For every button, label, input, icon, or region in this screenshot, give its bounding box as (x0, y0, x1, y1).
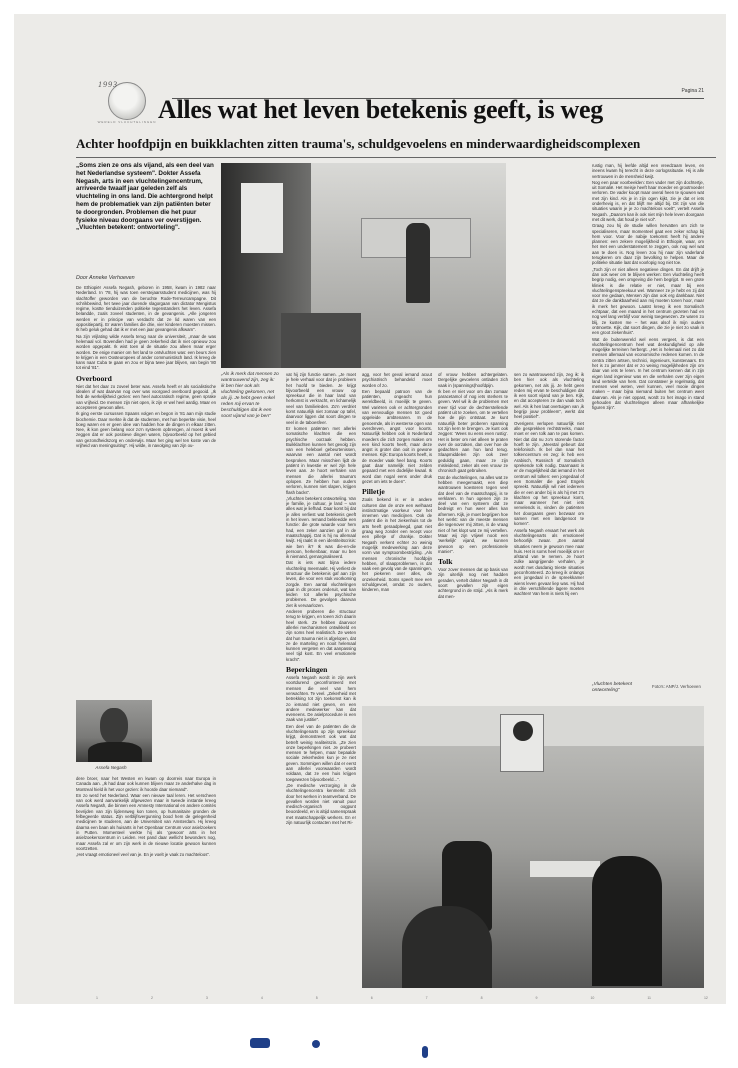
subheading: Pilletje (362, 487, 385, 497)
paragraph: De Ethiopiër Assefa Negash, geboren in 1958, kwam in 1982 naar Nederland. In '78, hij was toen eerstejaarsstudent medicijnen, was hij slachtoffer geworden van de beruchte Rode-Terreurcampagne. Dit schrikbewind, het twee jaar durende slagorgaan van dictator Mengistus regime, kostte tienduizenden politieke tegenstanders het leven. Assefa belandde, zoals zoveel studenten, in de gevangenis. „Alle jongeren werden er in principe van verdacht dat ze lid waren van een oppositiepartij. Er waren families die drie, vier kinderen moesten missen. Ik heb geluk gehad dat ik er met een jaar gevangenis afkwam". (76, 285, 216, 333)
subheadline: Achter hoofdpijn en buikklachten zitten trauma's, schuldgevoelens en minderwaardigheidscomplexen (76, 136, 641, 151)
subheading: Beperkingen (286, 665, 328, 675)
paragraph: Graag zou hij de studie willen hervatten om zich te specialiseren, maar momenteel gaat een zeker schap bij hem voor. Voor de nabije toekomst heeft hij andere plannen: een zekere mogelijkheid in Ethiopië, waar, om het met een understatement te zeggen, ook nog wel wat aan te doen is. Nog leven zou hij naar zijn vaderland terugkeren om daar zijn bevolking te helpen. Maar de politieke situatie laat dat voorlopig nog niet toe. (592, 223, 704, 266)
ruler-tick: 3 (205, 996, 208, 1000)
ruler-tick: 8 (480, 996, 483, 1000)
ruler-tick: 4 (260, 996, 263, 1000)
paragraph: dere broer, naar het Westen en kwam op doorreis naar Europa in Canada aan. „Ik had daar ook kunnen blijven maar ze anderhalve dag in Montreal hield ik het voor gezien: ik hoorde daar niemand". (76, 776, 216, 792)
portrait-photo (76, 700, 152, 762)
article-column-5 (514, 372, 584, 702)
paragraph: „Vluchten betekent ontworteling. Van je familie, je cultuur, je land – van alles wat je liefhad. Daar komt bij dat je alles verliest wat betekenis geeft in het leven. Iemand bekleedde een functie: die grote waarde voor hem had, een zeker aanzien gaf in de maatschappij. Dat is hij nu allemaal kwijt. Hij raakt in een identiteitscrisis: wie ben ik? Ik was die-en-die persoon, herkenbaar, maar nu ben ik niemand, gemarginaliseerd. (286, 495, 356, 560)
poster-figure-shape (513, 721, 533, 741)
paragraph: Anderen proberen die structuur terug te krijgen, en toeen zich daarin heel sterk. Ze hebben daarvoor allerlei mechanismen ontwikkeld en zijn soms heel realistisch. Ze weten dat hun trauma niet is afgelopen, dat ze de marteling en nooit helemaal kunnen vergeten en dat aanpassing veel tijd kost. En veel emotionele kracht". (286, 609, 356, 662)
page-number: Pagina 21 (681, 88, 704, 94)
window-shape (241, 183, 283, 253)
paragraph: „De medische verzorging in de vluchtelingencentra kenmerkt zich door het werken in teamverband. De gevallen worden niet vanuit puur medisch-organisch oogpunt beoordeeld, en is altijd samenspraak met maatschappelijk werkers. En er zijn natuurlijk contacten met het Ri- (286, 782, 356, 826)
ruler-tick: 11 (647, 996, 651, 1000)
paragraph: „Toch zijn er niet alleen negatieve dingen. En dat drijft je dan ook weer om te blijven werken: Een vluchteling heeft begrip nodig, een omgeving die hem begrijpt. In een grote kliniek is die relatie er niet, maar bij een vluchtelingenspreekuur wel. Wanneer ze je hebt en zij dat voor me gedaan, Mensen zijn dan ook erg dankbaar. Niet dat ze die dankbaarheid aan mij moeten tonen hoor, maar ik merk het gewoon. Laatst kreeg ik een Somalisch echtpaar, dat een maand in het centrum gezeten had en nog wel lang verblijf voor weinig toegewezen. Ze waren zo blij, ze kusten me – het was alsof ik mijn ouders ontmoette. Kijk, dat soort dingen, die zie je niet zo vaak in een groot ziekenhuis". (592, 266, 704, 336)
paragraph: Ik ging eerste cursussen Spaans volgen en begon in '81 aan mijn studie biochemie. Daar merkte ik dat de studenten, met hun beperkte visie, heel boeg waren en er geen idee van hadden hoe de dingen in elkaar zitten. Nee, ik kon geen belang voor zo'n systeem opbrengen, al moest ik wel zeggen dat er ook positieve dingen waren, bijvoorbeeld op het gebied van gezondheidszorg en onderwijs. Maar het ging wel ten koste van de vrijheid van meningsuiting". Hij wilde, in navolging van zijn ou- (76, 411, 216, 449)
waiting-room-photo (362, 706, 704, 988)
photo-credit: Foto's: ANP/J. Verhoeven (652, 684, 701, 689)
paragraph: Niet dat het daar zo zoveel beter was. Assefa heeft er als socialistische idealen of wat daarvan nog over was voorgoed overboord gegooid. „Ik heb de werkelijkheid gezien: een heel autocratisch regime, geen sprake van vrijheid. De mensen zijn niet open, ik zijn er wel heel aardig. Maar en accepteren gewoon alles. (76, 383, 216, 410)
chair-shape (281, 313, 361, 368)
paragraph: En zo werd het Nederland. Waar een nieuwe taal leren. Het verscheen van ook werd aanvankelijk afgewezen maar in tweede instantie kreeg Assefa Negash, die binnen een Amnesty International en andere comités bevrijden van zijn lijdensweg kon tonen, op humanitaire gronden de felbegeerde status. Zijn verblijfsvergunning bood hem de gelegenheid medicijnen te studeren, aan de Universiteit van Amsterdam. Hij kreeg daarna een baan als huisarts in het Openbaar Centrum voor asielzoekers in Putten. Momenteel werkte hij als 'gewoon' arts in het asielzoekerscentrum in Leiden. Het pand daar wellicht bewonders nog, maar Assefa zal er om zijn werk in de nieuwe locatie gewoon kunnen voortzetten. (76, 792, 216, 851)
logo (92, 80, 162, 128)
table-shape (530, 861, 600, 877)
article-column-2 (286, 372, 356, 992)
subheading: Overboord (76, 373, 112, 383)
paragraph: Ik ben er niet voor om dan zomaar paracetamol of nog iets sterkers te geven. Wel wil ik de problemen met meer tijd voor de dechterstellende patiënt uit te zoeken, om te vertellen hoe de pijn ontstaat. Je kunt natuurlijk beter proberen spanning tot zijn kern te brengen. Je kunt ook zeggen: ‘Wees nu eens even rustig’. Het is beter om niet alleen te praten over de oorzaken, dan over hoe de gedachten aan hun land terug. Slaapmiddelen zijn ook zeer geduldig gaan, maar ze zijn misleidend, zeker als een vrouw ze chronisch gaat gebruiken. (438, 388, 508, 474)
ruler-tick: 9 (535, 996, 538, 1000)
paragraph: Een bepaald patroon van de patiënten, ongeacht hun wereldbeeld, is moeilijk te geven. Wel variëren ook er achtergronden van eenvoudige mensen tot goed opgeleide ambtenaren. In de genoemde, als in westerse ogen van overdreven, angst voor koorts. Natuurlijk hebben ook in Nederland moeders die zich zorgen maken om een kind koorts heeft, maar deze angst is groter dan ooit in gewone mensen. Kijk: Europa koorts heeft, is de moeder vaak heel bang. Koorts gaat daar namelijk niet zelden gepaard met een dodelijke kwaal. Ik word dan nogal eens onder druk gezet om iets te doen". (362, 388, 432, 484)
subheading: Tolk (438, 557, 453, 567)
paragraph: „Het vraagt emotioneel veel van je. En je voelt je vaak zo machteloos". (76, 852, 211, 858)
paragraph: Voor zover mensen dat op basis van zijn uiterlijk nog niet hadden geraden, vertelt dokter Negash in dit soort gevallen zijn eigen achtergrond in de strijd. „Als ik merk dat men- (438, 567, 508, 599)
shoulders-shape (88, 742, 142, 762)
logo-tagline: WERELD VLUCHTELINGEN (97, 120, 157, 124)
paragraph: vat hij zijn functie samen. „Je moet je hele verhaal voor dat je probleem het hoofd te bieden. Je krijgt bijvoorbeeld een vrouw op spreekuur die in haar land van herkomst is verkracht, en lichamelijk veel van familieleden. Zo'n verdriet komt natuurlijk niet zomaar op tafel, daarvoor liggen dat soort dingen te veel in de taboesfeer. (286, 372, 356, 425)
article-column-6 (592, 163, 704, 678)
portrait-caption: Assefa Negash (95, 765, 127, 770)
byline: Door Anneke Verhoeven (76, 275, 135, 281)
paragraph: agg, voor het geval iemand acuut psychiatrisch behandeld moet worden of zo. (362, 372, 432, 388)
paragraph: Overigens verlopen natuurlijk niet alle gesprekken rechtstreeks, maar moet er een tolk aan te pas komen. Niet dat dat nu zo'n storende factor hoeft te zijn. „Meestal gebeurt dat telefonisch. Ik bel dan naar het tolkencentrum en zeg: ik heb een Arabisch, Russisch of Somalisch sprekende tolk nodig. Daarnaast is er de mogelijkheid dat iemand in het centrum wil tolken: een jongedaal of een Somaliër die goed Engels spreekt. Natuurlijk wil niet iedereen die er een ander bij is als hij met z'n klachten op het spreekuur komt, maar wanneer het niet iets vervelends is, vinden de patiënten het doorgaans geen bezwaar om samen met een landgenoot te komen". (514, 420, 584, 527)
paragraph: Wat de buitenwereld wel eens vergeet, is dat een vluchtelingencentrum heel wat deskundigheid op alle mogelijke terreinen herbergt. „Het is helemaal niet zo dat mensen allemaal van economische redenen komen. In de centra zitten artsen, technici, ingenieurs, kunstenaars. En het is zo jammer dat er zo weinig mogelijkheden zijn om daar van iets te leren. In het centrum kennen dat in zijn eigen land ingenieur was en die verhalen over zijn eigen land vertelde van hem. Dat constateer je regelmatig, dat mensen veel weten, veel kunnen, veel mooie dingen maken – maar bijna niemand buiten het centrum weet daarvan. Als je niet oppast, wordt zo het imago in stand gehouden dat vluchtelingen alleen maar afhankelijke figuren zijn". (592, 336, 704, 411)
ruler-tick: 5 (315, 996, 318, 1000)
foreground-man-shape (592, 856, 662, 986)
logo-year: 1993 (98, 80, 118, 89)
paragraph: sen zo wantrouwend zijn, zeg ik: ik ben hier ook als vluchteling gekomen, net als jij. Je hebt geen reden mij ervan te beschuldigen dat ik een soort vijand van je ben. Kijk, en dat accepteren ze dan vaak toch wel. Als ik hen laat overtuigen van ‚ik begrijp jouw probleem", werkt dat heel positief". (514, 372, 584, 420)
paragraph: Dat is iets wat bijna iedere vluchteling meemaakt. Hij verliest de structuur die betekenis gaf aan zijn leven, die voor een stuk voorkoming zorgde. Een aantal vluchtelingen gaat in dit proces onderuit, wat kan leiden tot allerlei psychische problemen. De gevolgen daarvan ziet ik vervaarlozen. (286, 560, 356, 608)
office-photo (221, 163, 506, 368)
scan-mark (312, 1040, 320, 1048)
paragraph: Na zijn vrijlating wilde Assefa terug naar de universiteit, „maar de was helemaal vol. Bovendien had je geen zekerheid dat ik niet opnieuw zou worden opgepakt. Ik wist toen al de situatie zou alleen maar erger worden. De enige manier om het land te ontvluchten was: een beurs zien te krijgen in een Oosteuropees of ander communistisch land. Ik kreeg de kans naar Cuba te gaan en zou er bijna twee jaar blijven, van begin '80 tot eind '81". (76, 333, 216, 371)
poster-shape (500, 714, 544, 772)
paragraph: Een deel van de patiënten die de vluchtelingenarts op zijn spreekuur krijgt, demonstreert ook wat dat betreft weinig realiteitszin. „Ze zien onze beperkingen niet. Je probeert mensen te helpen, maar bepaalde sociale zekerheden kun je ze niet geven. Sommigen willen dat er eerst aan allerlei voorwaarden wordt voldaan, dat ze een huis krijgen toegewezen bijvoorbeeld...". (286, 723, 356, 782)
intro-text: „Soms zien ze ons als vijand, als een deel van het Nederlandse systeem". Dokter Assefa Negash, arts in een vluchtelingencentrum, arriveerde twaalf jaar geleden zelf als vluchteling in ons land. Die achtergrond helpt hem de problematiek van zijn patiënten beter te doorgronden. Problemen die het puur fysieke niveau doorgaans ver overstijgen. „Vluchten betekent: ontworteling". (76, 162, 214, 232)
ruler-tick: 7 (425, 996, 428, 1000)
ruler-tick: 1 (96, 996, 98, 1000)
paragraph: Nog een paar voorbeelden: Een vader met zijn dochtertje, uit Somalië. Het meisje heeft haar moeder en grootmoeder verloren. De vader koopt maar overal heen te sjouwen wat met zijn kind. Als je in zijn ogen kijkt, zie je dat er iets onderhevig is, en dat blijft me altijd bij. Dit zijn van die situaties waarin je je zo machteloos voelt", vertelt Assefa Negash. „Daarom kan ik ook niet mijn hele leven doorgaan met dit werk, dat houd je niet vol". (592, 179, 704, 222)
person-shape (406, 223, 430, 303)
headline: Alles wat het leven betekenis geeft, is weg (158, 95, 603, 124)
face-shape (100, 708, 128, 744)
ruler-tick: 10 (590, 996, 595, 1000)
divider (76, 157, 716, 158)
scan-mark (250, 1038, 270, 1048)
article-column-1b (76, 776, 216, 994)
paragraph: Assefa Negash ervaart het werk als vluchtelingenarts als emotioneel behoorlijk zwaar. „Een aantal situaties neem je gewoon mee naar huis. Het is soms heel moeilijk om er afstand van te nemen. Je hoort zulke aangrijpende verhalen, je wordt met dusdanig trieste situaties geconfronteerd. Zo kreeg ik onlangs een jongedaal in de spreekkamer wiens leven gevaar liep was. Hij had in drie verschillende lagere moeten wachten! Van hem is niets hij een (514, 527, 584, 597)
foreground-woman-shape (402, 906, 492, 988)
paragraph: rustig man, hij leefde altijd een vreedzaam leven, en ineens kwam hij terecht in deze oorlogssituatie. Hij is alle vertrouwen in de mensheid kwijt. (592, 163, 704, 179)
ruler-tick: 2 (150, 996, 153, 1000)
scan-mark (422, 1046, 428, 1058)
ruler-tick: 12 (703, 996, 708, 1000)
article-column-4 (438, 372, 508, 702)
article-column-1 (76, 285, 216, 690)
paragraph: Zoals bekend is er in andere culturen dan de onze een welhaast instinctmatige voorkeur voor het innemen van medicijnen. Ook de patiënt die in het ziekenhuis tot de arts heeft geraadpleegd, gaat niet graag weg zonder een recept voor een pilletje of drankje. Dokter Negash verkent echter zo weinig mogelijk medewerking aan deze vorm van symptoombestrijding. „Als mensen chronische hoofdpijn hebben, of slaapproblemen, is dat vaak een gevolg van de spanningen, het piekeren over alles, de onzekerheid. Soms speelt mee een schuldgevoel, omdat zo ouders, kinderen, man (362, 497, 432, 593)
page-ruler (96, 996, 708, 1000)
paragraph: Er komen patiënten met allerlei somatische klachten die een psychische oorzaak hebben. Buikklachten kunnen het gevolg zijn van een heleboel gebeurtenissen, waarvan een aantal niet wordt besproken. Maar misschien lijdt de patiënt in kwestie er wel zijn hele leven aan. Je hoort verhalen van mensen die allerlei trauma's oplopen. Ze hebben hun ouders verloren, kunnen niet slapen, krijgen flash backs". (286, 425, 356, 495)
photo-caption: „Vluchten betekent ontworteling" (592, 682, 633, 693)
paragraph: Dat de vluchtelingen, na alles wat ze hebben meegemaakt, een diep wantrouwen koesteren tegen veel dat deel van de maatschappij, is te verklaren. In hun ogenen zijn ze deel van een systeem dat ze bedreigt en hun weer alles kan afnemen. Kijk, je moet begrijpen hoe het werkt: van de meeste mensen die tegenover mij zitten, is de vraag niet of het klopt wat ze mij vertellen. Maar wij zijn vrijwel nooit een ‘werkelijk’ vijand, we kunnen gewoon op een professionele manier". (438, 474, 508, 554)
ruler-tick: 6 (370, 996, 373, 1000)
article-column-3 (362, 372, 432, 702)
paragraph: Assefa Negash wordt in zijn werk voortdurend geconfronteerd met mensen die veel van hem verwachten. Te veel. „Zekerheid met betrekking tot zijn toekomst kan ik zo iemand niet geven, en een andere medewerker kan dat eveneens. De asielprocedure is een zaak van justitie". (286, 675, 356, 723)
pull-quote: „Als ik merk dat mensen zo wantrouwend zijn, zeg ik: ik ben hier ook als vluchteling gekomen, net als jij. Je hebt geen enkel reden mij ervan te beschuldigen dat ik een soort vijand van je ben" (221, 372, 279, 419)
paragraph: of vrouw hebben achtergelaten. Dergelijke gevoelens ontladen zich vaak in (spannings)hoofdpijn. (438, 372, 508, 388)
